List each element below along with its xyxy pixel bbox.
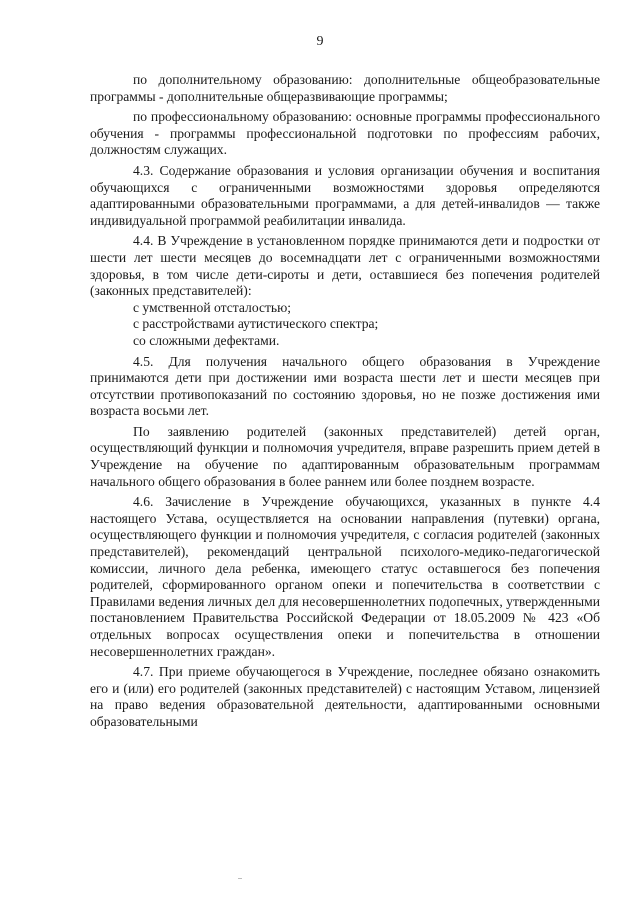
page-number: 9 xyxy=(316,34,324,49)
list-item: с умственной отсталостью; xyxy=(133,299,292,315)
list-item: со сложными дефектами. xyxy=(133,332,280,348)
paragraph-professional-education: по профессиональному образованию: основные программы профессионального обучения - программы профессиональной подготовки по профессиям рабочих, должностям служащих. xyxy=(90,109,600,158)
paragraph-4-7: 4.7. При приеме обучающегося в Учреждение, последнее обязано ознакомить его и (или) его родителей (законных представителей) с настоящим Уставом, лицензией на право ведения образовательной деятельности, адаптированными основными образовательными xyxy=(90,664,600,729)
paragraph-4-3: 4.3. Содержание образования и условия организации обучения и воспитания обучающихся с ограниченными возможностями здоровья определяются адаптированными образовательными программами, а для детей-инвалидов — также индивидуальной программой реабилитации инвалида. xyxy=(90,162,600,228)
paragraph-4-5: 4.5. Для получения начального общего образования в Учреждение принимаются дети при достижении ими возраста шести лет и шести месяцев при отсутствии противопоказаний по состоянию здоровья, но не позже достижения ими возраста восьми лет. xyxy=(90,353,600,419)
list-item: с расстройствами аутистического спектра; xyxy=(133,316,379,332)
document-body xyxy=(90,72,600,731)
paragraph-4-4: 4.4. В Учреждение в установленном порядке принимаются дети и подростки от шести лет шести месяцев до восемнадцати лет с ограниченными возможностями здоровья, в том числе дети-сироты и дети, оставшиеся без попечения родителей (законных представителей): xyxy=(90,233,600,299)
paragraph-4-6: 4.6. Зачисление в Учреждение обучающихся, указанных в пункте 4.4 настоящего Устава, осуществляется на основании направления (путевки) органа, осуществляющего функции и полномочия учредителя, с согласия родителей (законных представителей), рекомендаций центральной психолого-медико-педагогической комиссии, личного дела ребенка, имеющего статус оставшегося без попечения родителей, сформированного органом опеки и попечительства в соответствии с Правилами ведения личных дел для несовершеннолетних подопечных, утвержденными постановлением Правительства Российской Федерации от 18.05.2009 № 423 «Об отдельных вопросах осуществления опеки и попечительства в отношении несовершеннолетних граждан». xyxy=(90,494,600,659)
paragraph-additional-education: по дополнительному образованию: дополнительные общеобразовательные программы - дополнительные общеразвивающие программы; xyxy=(90,72,600,104)
paragraph-parent-request: По заявлению родителей (законных представителей) детей орган, осуществляющий функции и полномочия учредителя, вправе разрешить прием детей в Учреждение на обучение по адаптированным образовательным программам начального общего образования в более раннем или более позднем возрасте. xyxy=(90,423,600,489)
scan-mark xyxy=(238,878,242,879)
